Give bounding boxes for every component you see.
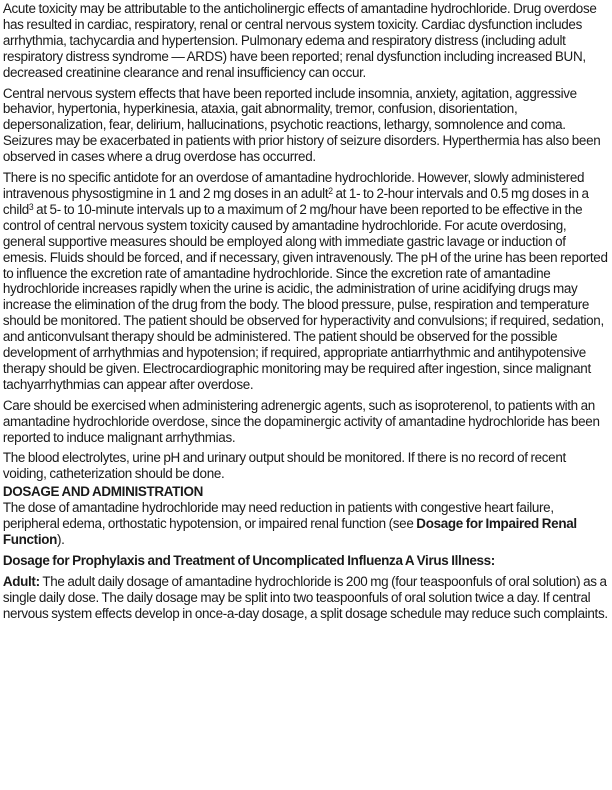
reference-2: 2 xyxy=(328,185,333,196)
antidote-text-1: There is no specific antidote for an overdose of amantadine hydrochloride. However, slowly administered intravenous physostigmine in 1 and 2 mg doses in an adult xyxy=(2,169,585,201)
prophylaxis-subheading: Dosage for Prophylaxis and Treatment of Uncomplicated Influenza A Virus Illness: xyxy=(2,551,495,568)
dosage-intro-text-1: The dose of amantadine hydrochloride may need reduction in patients with congestive heart failure, peripheral edema, orthostatic hypotension, or impaired renal function (see xyxy=(2,499,554,532)
antidote-text-2: at 1- to 2-hour intervals and 0.5 mg doses in a child xyxy=(2,184,589,217)
cns-effects-paragraph: Central nervous system effects that have been reported include insomnia, anxiety, agitation, aggressive behavior, hypertonia, hyperkinesia, ataxia, gait abnormality, tremor, confusion, disorientation, depersonalization, fear, delirium, hallucinations, psychotic reactions, lethargy, somnolence and coma. Seizures may be exacerbated in patients with prior history of seizure disorders. Hyperthermia has also been observed in cases where a drug overdose has occurred. xyxy=(2,84,601,165)
reference-3: 3 xyxy=(28,201,34,212)
adult-dosage-text: The adult daily dosage of amantadine hydrochloride is 200 mg (four teaspoonfuls of oral solution) as a single daily dose. The daily dosage may be split into two teaspoonfuls of oral solution twice a day. If central nervous system effects develop in once-a-day dosage, a split dosage schedule may reduce such complaints. xyxy=(2,572,608,621)
dosage-intro-text-2: ). xyxy=(57,531,65,547)
adult-label: Adult: xyxy=(2,572,40,589)
dosage-intro-paragraph xyxy=(3,500,609,548)
antidote-text-3: at 5- to 10-minute intervals up to a maximum of 2 mg/hour have been reported to be effective in the control of central nervous system toxicity caused by amantadine hydrochloride. For acute overdosing, general supportive measures should be employed along with immediate gastric lavage or induction of emesis. Fluids should be forced, and if necessary, given intravenously. The pH of the urine has been reported to influence the excretion rate of amantadine hydrochloride. Since the excretion rate of amantadine hydrochloride increases rapidly when the urine is acidic, the administration of urine acidifying drugs may increase the elimination of the drug from the body. The blood pressure, pulse, respiration and temperature should be monitored. The patient should be observed for hyperactivity and convulsions; if required, sedation, and anticonvulsant therapy should be administered. The patient should be observed for the possible development of arrhythmias and hypotension; if required, appropriate antiarrhythmic and antihypotensive therapy should be given. Electrocardiographic monitoring may be required after ingestion, since malignant tachyarrhythmias can appear after overdose. xyxy=(2,200,608,392)
electrolytes-paragraph: The blood electrolytes, urine pH and urinary output should be monitored. If there is no record of recent voiding, catheterization should be done. xyxy=(2,449,566,482)
antidote-paragraph xyxy=(3,170,609,393)
renal-function-reference: Dosage for Impaired Renal Function xyxy=(2,515,577,547)
adrenergic-caution-paragraph: Care should be exercised when administering adrenergic agents, such as isoproterenol, to patients with an amantadine hydrochloride overdose, since the dopaminergic activity of amantadine hydrochloride has been reported to induce malignant arrhythmias. xyxy=(2,396,600,445)
adult-dosage-paragraph xyxy=(3,574,609,622)
acute-toxicity-paragraph: Acute toxicity may be attributable to the anticholinergic effects of amantadine hydrochloride. Drug overdose has resulted in cardiac, respiratory, renal or central nervous system toxicity. Cardiac dysfunction includes arrhythmia, tachycardia and hypertension. Pulmonary edema and respiratory distress (including adult respiratory distress syndrome — ARDS) have been reported; renal dysfunction including increased BUN, decreased creatinine clearance and renal insufficiency can occur. xyxy=(2,0,597,80)
dosage-heading: DOSAGE AND ADMINISTRATION xyxy=(2,483,203,500)
